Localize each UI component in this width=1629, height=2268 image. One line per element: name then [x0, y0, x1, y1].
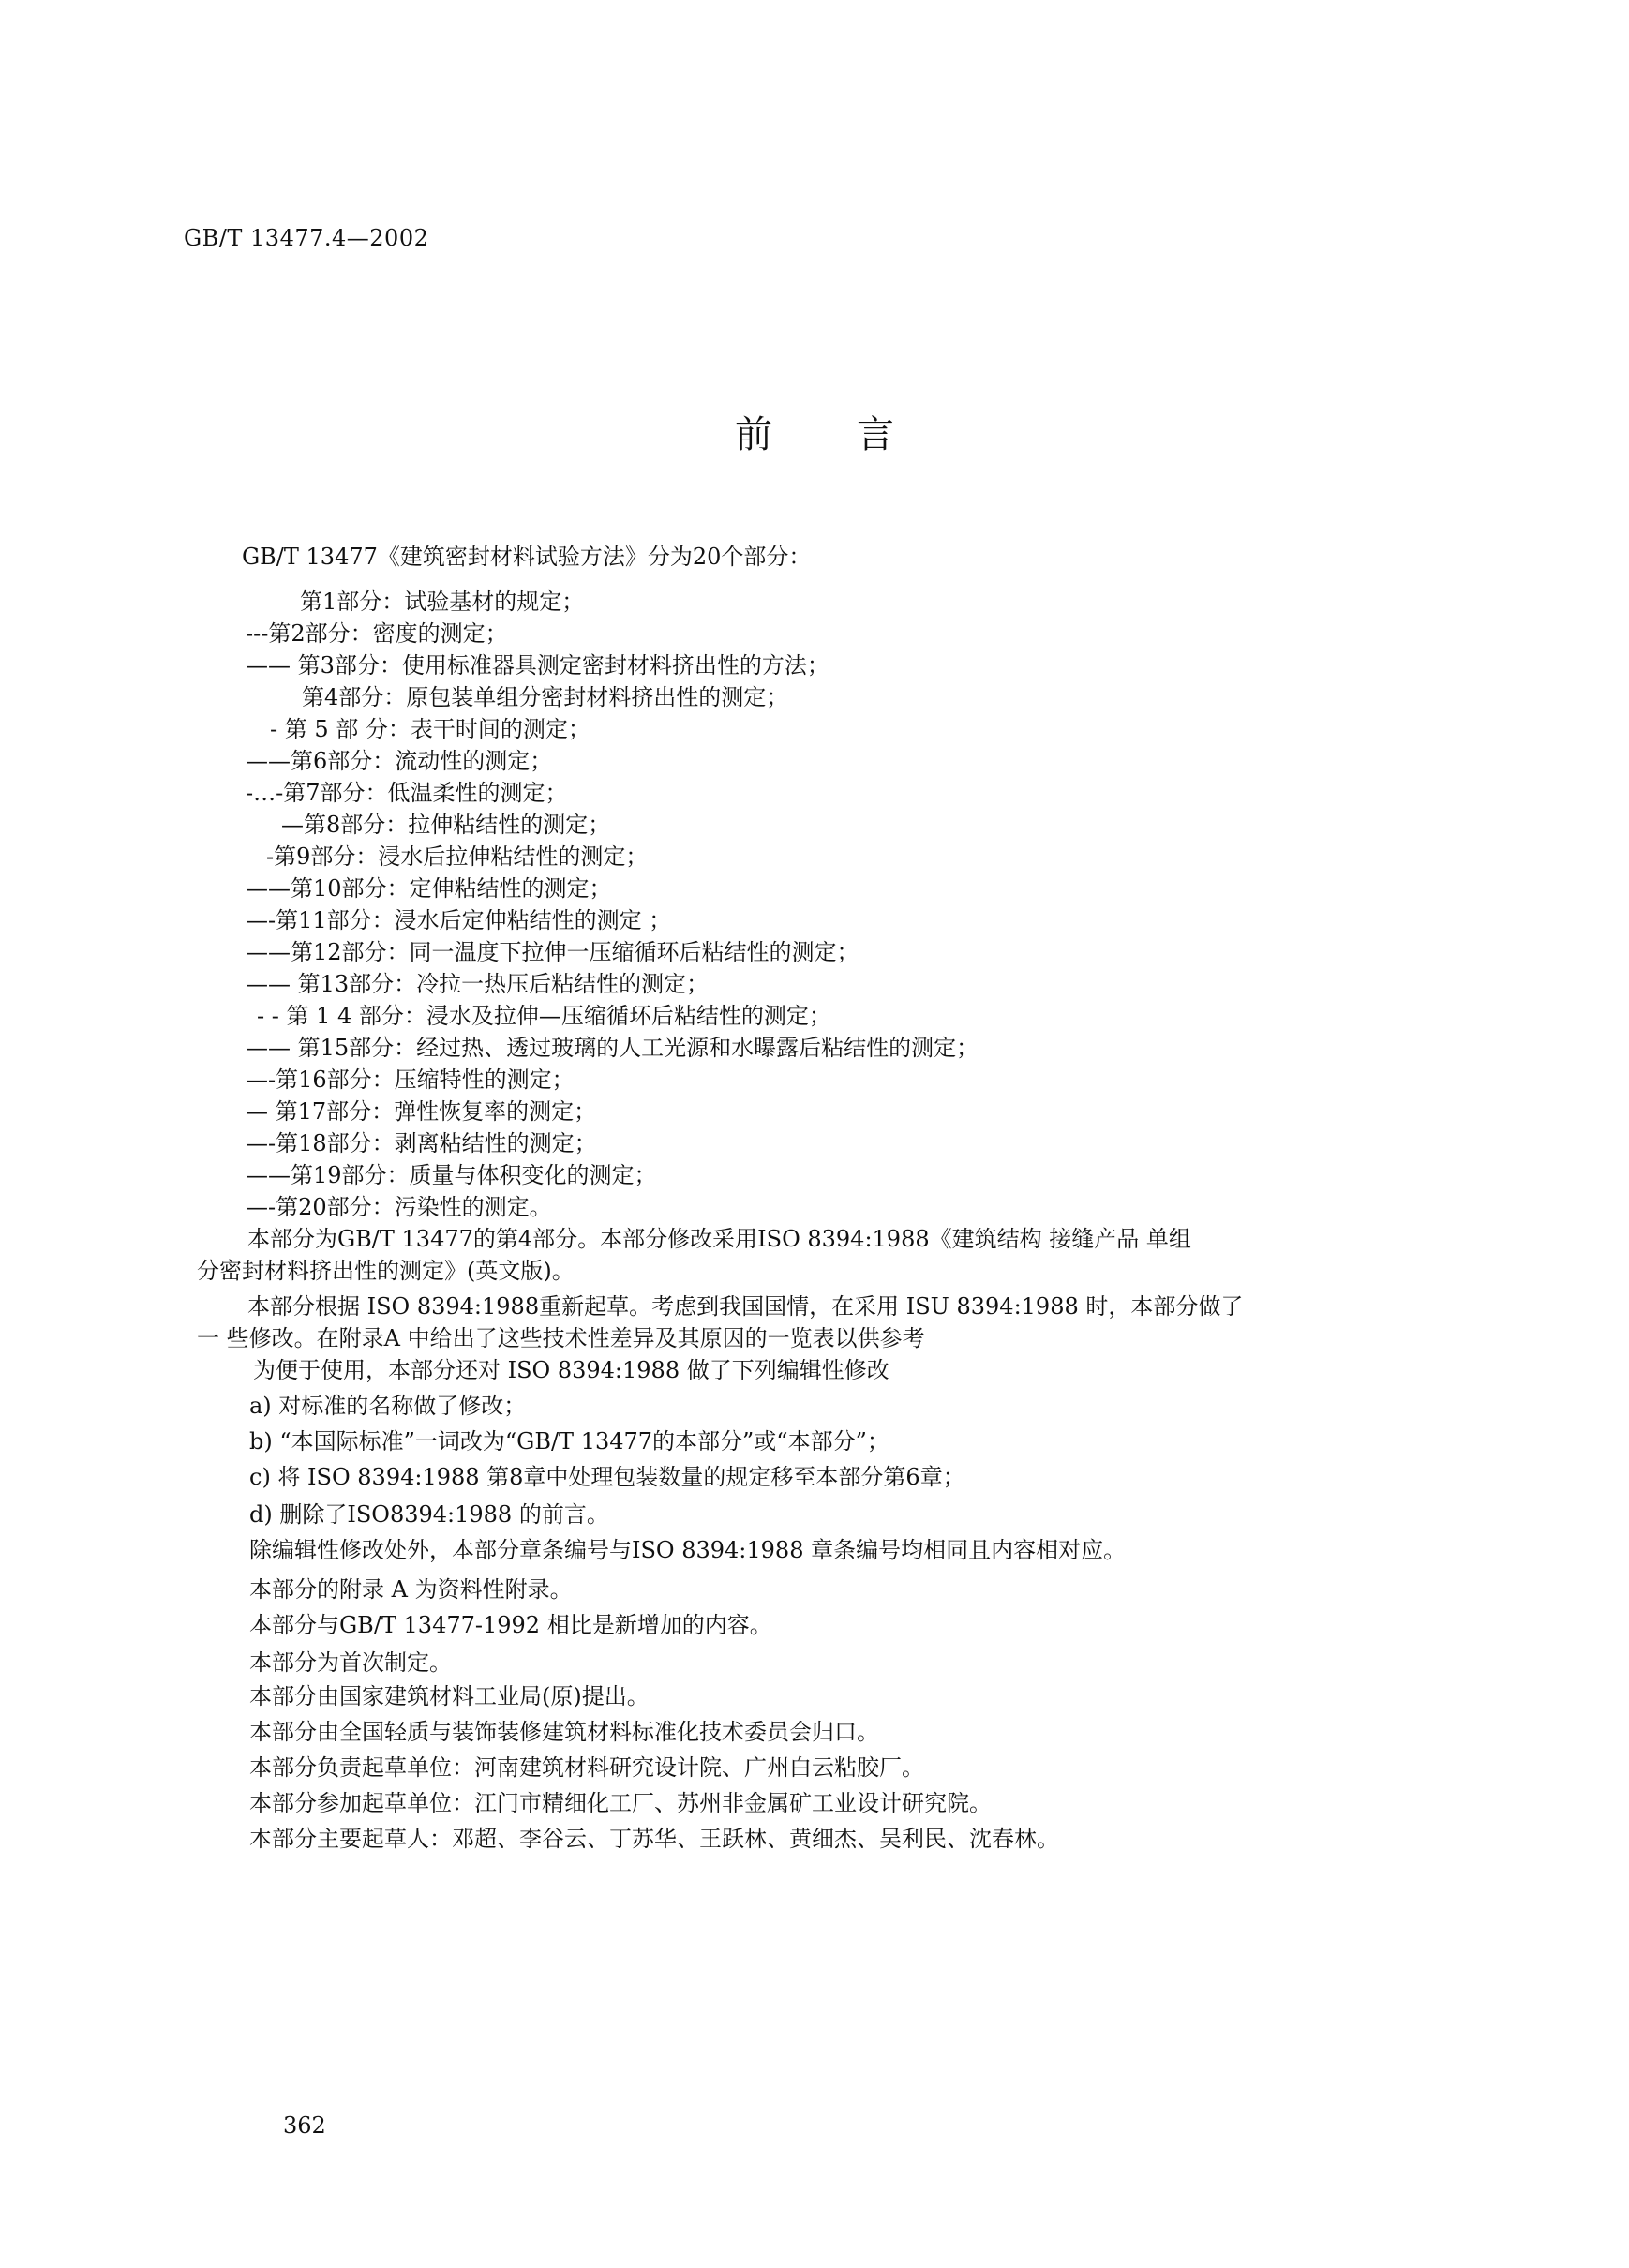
edit-list-item: a) 对标准的名称做了修改；: [249, 1393, 527, 1419]
edit-list-item: d) 删除了ISO8394:1988 的前言。: [249, 1501, 609, 1528]
part-item: —— 第15部分：经过热、透过玻璃的人工光源和水曝露后粘结性的测定；: [246, 1035, 979, 1061]
part-item: —第8部分：拉伸粘结性的测定；: [281, 812, 611, 838]
paragraph-line: 本部分为GB/T 13477的第4部分。本部分修改采用ISO 8394:1988《建筑结构 接缝产品 单组: [247, 1226, 1191, 1252]
paragraph-line: 本部分为首次制定。: [249, 1649, 452, 1676]
part-item: —-第16部分：压缩特性的测定；: [246, 1067, 575, 1093]
standard-code-header: GB/T 13477.4—2002: [184, 225, 429, 251]
edit-list-item: b) “本国际标准”一词改为“GB/T 13477的本部分”或“本部分”；: [249, 1428, 889, 1455]
part-item: ——第6部分：流动性的测定；: [246, 748, 553, 774]
part-item: - - 第 1 4 部分：浸水及拉伸—压缩循环后粘结性的测定；: [257, 1003, 831, 1029]
part-item: —-第20部分：污染性的测定。: [246, 1194, 552, 1220]
part-item: ——第10部分：定伸粘结性的测定；: [246, 875, 612, 902]
part-item: ——第19部分：质量与体积变化的测定；: [246, 1162, 657, 1188]
page-title: 前言: [735, 413, 979, 456]
part-item: -…-第7部分：低温柔性的测定；: [246, 780, 568, 806]
part-item: —— 第13部分：冷拉一热压后粘结性的测定；: [246, 971, 710, 997]
paragraph-line: 本部分根据 ISO 8394:1988重新起草。考虑到我国国情，在采用 ISU 8394:1988 时，本部分做了: [247, 1293, 1244, 1320]
paragraph-line: 本部分主要起草人：邓超、李谷云、丁苏华、王跃林、黄细杰、吴利民、沈春林。: [249, 1826, 1059, 1852]
paragraph-line: 分密封材料挤出性的测定》(英文版)。: [197, 1258, 575, 1284]
part-item: — 第17部分：弹性恢复率的测定；: [246, 1098, 597, 1125]
part-item: —— 第3部分：使用标准器具测定密封材料挤出性的方法；: [246, 652, 829, 679]
part-item: ---第2部分：密度的测定；: [246, 620, 508, 647]
paragraph-line: 除编辑性修改处外，本部分章条编号与ISO 8394:1988 章条编号均相同且内容相对应。: [249, 1537, 1127, 1563]
paragraph-line: 本部分与GB/T 13477-1992 相比是新增加的内容。: [249, 1612, 772, 1638]
part-item: —-第18部分：剥离粘结性的测定；: [246, 1130, 597, 1156]
part-item: 第1部分：试验基材的规定；: [300, 589, 585, 615]
paragraph-line: 本部分参加起草单位：江门市精细化工厂、苏州非金属矿工业设计研究院。: [249, 1790, 992, 1816]
paragraph-line: 本部分负责起草单位：河南建筑材料研究设计院、广州白云粘胶厂。: [249, 1754, 924, 1781]
paragraph-line: 一 些修改。在附录A 中给出了这些技术性差异及其原因的一览表以供参考: [197, 1325, 925, 1351]
edit-list-item: c) 将 ISO 8394:1988 第8章中处理包装数量的规定移至本部分第6章；: [249, 1464, 965, 1490]
paragraph-line: 本部分由全国轻质与装饰装修建筑材料标准化技术委员会归口。: [249, 1719, 879, 1745]
part-item: -第9部分：浸水后拉伸粘结性的测定；: [266, 843, 649, 870]
part-item: —-第11部分：浸水后定伸粘结性的测定 ；: [246, 907, 672, 933]
page-number: 362: [283, 2112, 326, 2139]
part-item: ——第12部分：同一温度下拉伸一压缩循环后粘结性的测定；: [246, 939, 859, 965]
paragraph-line: 本部分的附录 A 为资料性附录。: [249, 1576, 573, 1603]
part-item: 第4部分：原包装单组分密封材料挤出性的测定；: [302, 684, 789, 710]
paragraph-line: 本部分由国家建筑材料工业局(原)提出。: [249, 1683, 650, 1709]
intro-line: GB/T 13477《建筑密封材料试验方法》分为20个部分：: [242, 544, 812, 570]
paragraph-line: 为便于使用，本部分还对 ISO 8394:1988 做了下列编辑性修改: [253, 1357, 889, 1383]
part-item: - 第 5 部 分：表干时间的测定；: [270, 716, 590, 742]
